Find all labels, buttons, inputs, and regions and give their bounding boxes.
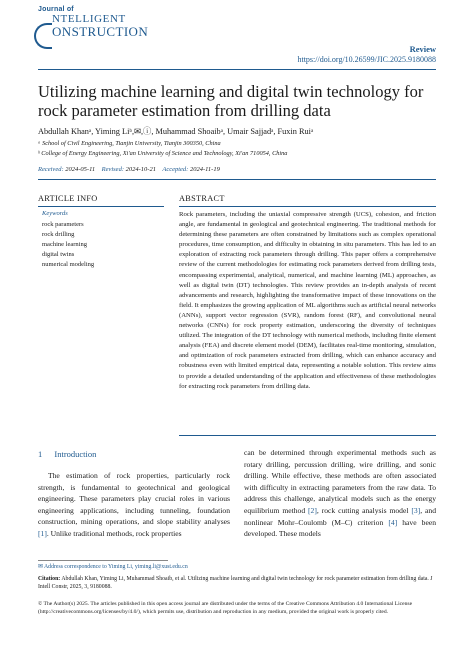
copyright-notice: © The Author(s) 2025. The articles published in this open access journal are distributed under the terms of the Creative Commons Attribution 4.0 International License (http://creativecommons.org/licenses/by/4.0/), which permits use, distribution and reproduction in any medium, provided the original work is properly cited.	[38, 601, 413, 615]
revised-label: Revised:	[101, 166, 124, 173]
citation-link[interactable]: [1]	[38, 528, 47, 538]
paper-title: Utilizing machine learning and digital twin technology for rock parameter estimation from drilling data	[38, 82, 424, 120]
dates-divider	[38, 179, 436, 180]
revised-date: 2024-10-21	[125, 166, 156, 173]
section-number: 1	[38, 449, 43, 459]
citation-link[interactable]: [3]	[411, 505, 421, 515]
keywords-label: Keywords	[42, 210, 68, 217]
keyword-item: rock drilling	[42, 231, 75, 238]
logo-line3: ONSTRUCTION	[52, 24, 149, 39]
author-list: Abdullah Khanᵃ, Yiming Liᵇ,✉,ⓘ, Muhammad Shoaibᵃ, Umair Sajjadᵃ, Fuxin Ruiᵃ	[38, 127, 314, 136]
citation-text: Abdullah Khan, Yiming Li, Muhammad Shoaib, et al. Utilizing machine learning and digital twin technology for rock parameter estimation from drilling data. J Intell Constr, 2025, 3, 9180088.	[38, 576, 433, 590]
affiliation-a: ᵃ School of Civil Engineering, Tianjin University, Tianjin 300350, China	[38, 140, 221, 147]
logo-line2: NTELLIGENT	[52, 13, 126, 25]
section-title: Introduction	[54, 449, 97, 459]
keyword-item: machine learning	[42, 241, 87, 248]
keyword-item: digital twins	[42, 251, 75, 258]
body-text: The estimation of rock properties, particularly rock strength, is fundamental to geotechnical and geological engineering. These parameters play crucial roles in various engineering applications, including tunneling, foundation construction, mining operations, and slope stability analyses	[38, 471, 230, 527]
intro-column-right	[244, 447, 436, 540]
body-text: , and nonlinear Mohr–Coulomb (M–C) criterion	[244, 505, 436, 527]
journal-logo	[38, 6, 149, 58]
correspondence-note[interactable]: ✉ Address correspondence to Yiming Li, yiming.li@xust.edu.cn	[38, 564, 188, 570]
body-text: can be determined through experimental methods such as rotary drilling, percussion drilling, wire drilling, and sonic drilling. While effective, these methods are often associated with difficulty in extracting parameters from the raw data. To address this challenge, analytical models such as the energy equilibrium method	[244, 448, 436, 515]
body-text: have been developed. These models	[244, 517, 436, 539]
accepted-label: Accepted:	[162, 166, 189, 173]
abstract-text: Rock parameters, including the uniaxial compressive strength (UCS), cohesion, and friction angle, are fundamental in geological and geotechnical engineering. The traditional methods for determining these parameters are often constrained by limitations such as complex operational procedures, time consumption, and difficulty in obtaining in situ parameters. This has led to an exploration of extracting rock parameters through drilling. This paper offers a comprehensive review of the current methodologies for estimating rock parameters derived from drilling tests, encompassing experimental, analytical, numerical, and machine learning (ML) approaches, as well as digital twin (DT) technologies. This review provides an in-depth analysis of recent advancements and research, highlighting the transformative impact of these innovations on the field. It emphasizes the growing application of ML algorithms such as artificial neural networks (ANNs), support vector regression (SVR), random forest (RF), and convolutional neural networks (CNNs) for rock property estimation, underscoring the diversity of techniques utilized. The integration of the DT technology with numerical methods, including finite element analysis (FEA) and discrete element model (DEM), facilitates real-time monitoring, simulation, and optimization of rock parameters extracted from drilling, which can enhance accuracy and robustness even with limited empirical data, representing a notable solution. This review aims to provide a detailed understanding of the application and effectiveness of these methodologies for extracting rock parameters from drilling data.	[179, 211, 436, 390]
keywords-list	[42, 220, 94, 270]
body-text: , rock cutting analysis model	[316, 505, 412, 515]
logo-swoosh-icon	[34, 23, 52, 49]
article-info-divider	[38, 206, 164, 207]
section-heading	[38, 449, 106, 459]
footnote-divider	[38, 560, 168, 561]
article-type: Review	[409, 44, 436, 54]
citation-link[interactable]: [4]	[388, 517, 398, 527]
affiliations	[38, 139, 438, 159]
abstract-heading: ABSTRACT	[179, 194, 225, 203]
abstract-divider	[179, 206, 436, 207]
accepted-date: 2024-11-19	[189, 166, 220, 173]
intro-column-left	[38, 470, 230, 540]
keyword-item: numerical modeling	[42, 261, 95, 268]
header-divider	[38, 69, 436, 70]
abstract-bottom-divider	[179, 435, 436, 436]
citation-label: Citation:	[38, 576, 61, 582]
article-dates	[38, 166, 220, 173]
received-date: 2024-05-11	[65, 166, 96, 173]
citation-link[interactable]: [2]	[308, 505, 317, 515]
citation-block	[38, 575, 436, 591]
affiliation-b: ᵇ College of Energy Engineering, Xi'an University of Science and Technology, Xi'an 710054, China	[38, 150, 288, 157]
article-info-heading: ARTICLE INFO	[38, 194, 98, 203]
logo-line1: Journal of	[38, 6, 74, 13]
received-label: Received:	[38, 166, 64, 173]
body-text: . Unlike traditional methods, rock properties	[46, 528, 182, 538]
keyword-item: rock parameters	[42, 221, 84, 228]
doi-link[interactable]: https://doi.org/10.26599/JIC.2025.9180088	[297, 55, 436, 64]
